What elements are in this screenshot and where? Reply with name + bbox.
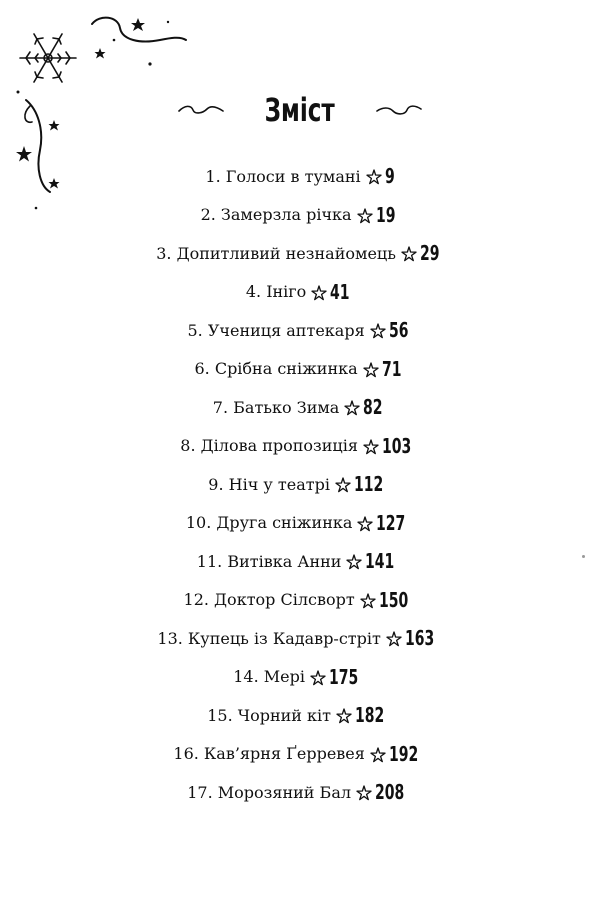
star-icon xyxy=(357,516,373,532)
page-number: 103 xyxy=(381,433,412,458)
star-icon xyxy=(366,169,382,185)
star-icon xyxy=(346,554,362,570)
page-number: 182 xyxy=(355,703,385,728)
toc-entry xyxy=(0,619,600,658)
chapter-title: 11. Витівка Анни xyxy=(196,551,342,571)
chapter-title: 13. Купець із Кадавр-стріт xyxy=(157,628,381,648)
star-icon xyxy=(363,439,379,455)
chapter-title: 14. Мері xyxy=(233,667,305,687)
page-number: 141 xyxy=(365,549,395,574)
chapter-title: 17. Морозяний Бал xyxy=(187,782,352,802)
star-icon xyxy=(335,477,351,493)
star-icon xyxy=(310,670,326,686)
chapter-title: 6. Срібна сніжинка xyxy=(194,359,358,379)
toc-entry xyxy=(0,196,600,235)
swirl-icon xyxy=(177,103,225,117)
chapter-title: 8. Ділова пропозиція xyxy=(180,436,358,456)
chapter-title: 16. Кав’ярня Ґерревея xyxy=(173,744,365,764)
toc-entry xyxy=(0,465,600,504)
star-icon xyxy=(360,593,376,609)
page-number: 150 xyxy=(378,587,408,612)
page-number: 9 xyxy=(384,164,395,189)
star-icon xyxy=(336,708,352,724)
toc-entry xyxy=(0,658,600,697)
chapter-title: 4. Iніго xyxy=(245,282,307,302)
page-number: 112 xyxy=(353,472,384,497)
page-number: 175 xyxy=(329,664,359,689)
star-icon xyxy=(344,400,360,416)
chapter-title: 15. Чорний кіт xyxy=(207,705,332,725)
chapter-title: 12. Доктор Сілсворт xyxy=(183,590,355,610)
chapter-title: 5. Учениця аптекаря xyxy=(187,320,365,340)
toc-entry xyxy=(0,696,600,735)
page-number: 71 xyxy=(381,356,402,381)
page-number: 29 xyxy=(419,241,440,266)
star-icon xyxy=(370,747,386,763)
toc-entry xyxy=(0,350,600,389)
star-icon xyxy=(356,785,372,801)
toc-entry xyxy=(0,581,600,620)
star-icon xyxy=(363,362,379,378)
chapter-title: 9. Ніч у театрі xyxy=(208,474,330,494)
toc-entry xyxy=(0,273,600,312)
toc-entry xyxy=(0,542,600,581)
chapter-title: 2. Замерзла річка xyxy=(200,205,352,225)
page-number: 82 xyxy=(363,395,383,420)
page-number: 163 xyxy=(404,626,435,651)
star-icon xyxy=(370,323,386,339)
toc-entry xyxy=(0,388,600,427)
toc-entry xyxy=(0,773,600,812)
chapter-title: 10. Друга сніжинка xyxy=(185,513,353,533)
page-number: 56 xyxy=(388,318,409,343)
page-number: 127 xyxy=(376,510,406,535)
page-number: 41 xyxy=(330,279,350,304)
chapter-title: 7. Батько Зима xyxy=(212,397,340,417)
chapter-title: 3. Допитливий незнайомець xyxy=(156,243,396,263)
toc-list xyxy=(0,157,600,812)
page-number: 19 xyxy=(375,202,396,227)
star-icon xyxy=(311,285,327,301)
toc-heading xyxy=(0,88,600,132)
toc-entry xyxy=(0,311,600,350)
toc-entry xyxy=(0,427,600,466)
toc-entry xyxy=(0,504,600,543)
toc-entry xyxy=(0,234,600,273)
page-title: Зміст xyxy=(264,91,336,129)
snowflake-icon xyxy=(20,34,76,82)
star-icon xyxy=(386,631,402,647)
toc-entry xyxy=(0,157,600,196)
page-number: 208 xyxy=(375,780,405,805)
chapter-title: 1. Голоси в тумані xyxy=(205,166,361,186)
toc-entry xyxy=(0,735,600,774)
page-number: 192 xyxy=(388,741,419,766)
star-icon xyxy=(401,246,417,262)
swirl-icon xyxy=(375,103,423,117)
star-icon xyxy=(357,208,373,224)
